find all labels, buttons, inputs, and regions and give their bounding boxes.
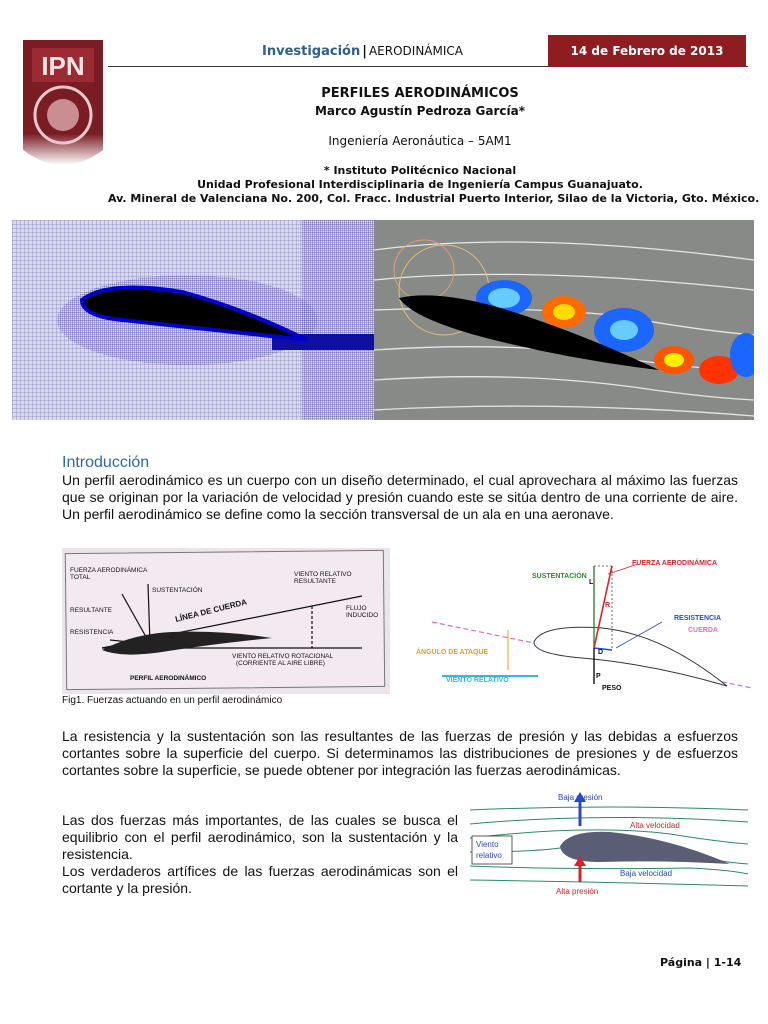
fig2-label-lift: SUSTENTACIÓN: [532, 573, 587, 580]
fig1-label-airfoil: PERFIL AERODINÁMICO: [130, 675, 207, 682]
document-program: Ingeniería Aeronáutica – 5AM1: [328, 134, 512, 148]
header-separator: |: [362, 44, 367, 59]
fig3-label-high-pressure: Alta presión: [556, 887, 599, 896]
fig3-label-low-velocity: Baja velocidad: [620, 869, 673, 878]
paragraph-lift-drag: Las dos fuerzas más importantes, de las cuales se busca el equilibrio con el perfil aerodinámico, son la sustentación y la resistencia.: [62, 812, 458, 862]
fig1-label-rot-wind: VIENTO RELATIVO ROTACIONAL: [232, 653, 334, 660]
fig2-label-rel-wind: VIENTO RELATIVO: [446, 677, 509, 684]
fig3-label-low-pressure: Baja presión: [558, 793, 603, 802]
document-title: PERFILES AERODINÁMICOS: [321, 86, 519, 101]
fig1-caption: Fig1. Fuerzas actuando en un perfil aerodinámico: [62, 695, 283, 706]
fig1-label-resistance: RESISTENCIA: [70, 629, 114, 636]
page-number: Página | 1-14: [660, 956, 742, 969]
fig1-label-resultant: RESULTANTE: [70, 607, 113, 614]
fig2-label-aoa: ÁNGULO DE ATAQUE: [416, 649, 489, 656]
fig2-label-weight: PESO: [602, 685, 622, 692]
fig2-label-aero-force: FUERZA AERODINÁMICA: [632, 560, 718, 567]
header-section: AERODINÁMICA: [368, 44, 463, 58]
header-section-prefix: Investigación: [262, 44, 361, 59]
fig3-pressure-diagram: [470, 790, 748, 900]
fig1-label-induced2: INDUCIDO: [346, 612, 379, 619]
fig2-label-r: R: [605, 602, 611, 609]
fig1-label-total: TOTAL: [70, 574, 91, 581]
intro-paragraph: Un perfil aerodinámico es un cuerpo con un diseño determinado, el cual aprovechara al máximo las fuerzas que se originan por la variación de velocidad y presión cuando este se sitúa dentro de una corriente de aire. Un perfil aerodinámico se define como la sección transversal de un ala en una aeronave.: [62, 472, 738, 522]
cfd-vortex-image: [374, 220, 754, 420]
fig2-label-d: D: [598, 649, 604, 656]
ipn-logo: [18, 30, 108, 200]
fig1-label-free-air: (CORRIENTE AL AIRE LIBRE): [236, 660, 325, 667]
intro-heading: Introducción: [62, 454, 150, 471]
fig1-label-rel-wind2: RESULTANTE: [294, 578, 337, 585]
date-badge: 14 de Febrero de 2013: [548, 35, 746, 67]
paragraph-pressure-forces: La resistencia y la sustentación son las resultantes de las fuerzas de presión y las debidas a esfuerzos cortantes sobre la superficie del cuerpo. Si determinamos las distribuciones de presiones y de esfuerzos cortantes sobre la superficie, se puede obtener por integración las fuerzas aerodinámicas.: [62, 728, 738, 778]
fig2-label-resistance: RESISTENCIA: [674, 615, 722, 622]
fig1-label-rel-wind: VIENTO RELATIVO: [294, 571, 352, 578]
fig2-label-chord: CUERDA: [688, 627, 718, 634]
fig2-label-p: P: [596, 673, 601, 680]
fig3-label-rel-wind2: relativo: [476, 851, 502, 860]
document-address: Av. Mineral de Valenciana No. 200, Col. Fracc. Industrial Puerto Interior, Silao de la Victoria, Gto. México.: [108, 192, 760, 205]
mesh-image: [12, 220, 374, 420]
fig3-label-high-velocity: Alta velocidad: [630, 821, 680, 830]
document-unit: Unidad Profesional Interdisciplinaria de Ingeniería Campus Guanajuato.: [197, 178, 643, 191]
fig2-forces-diagram: [412, 552, 760, 698]
fig1-label-chord: LÍNEA DE CUERDA: [174, 597, 248, 624]
logo-text: IPN: [41, 51, 85, 81]
fig1-label-lift: SUSTENTACIÓN: [152, 587, 203, 594]
paragraph-shear-pressure: Los verdaderos artífices de las fuerzas aerodinámicas son el cortante y la presión.: [62, 863, 458, 896]
fig1-forces-diagram: [62, 548, 390, 694]
document-institution: * Instituto Politécnico Nacional: [323, 164, 517, 177]
fig1-label-induced1: FLUJO: [346, 605, 367, 612]
header-title: [262, 44, 463, 59]
document-author: Marco Agustín Pedroza García*: [314, 104, 526, 118]
fig3-label-rel-wind1: Viento: [476, 840, 499, 849]
fig2-label-l: L: [589, 579, 594, 586]
fig1-label-total-force: FUERZA AERODINÁMICA: [70, 567, 148, 574]
